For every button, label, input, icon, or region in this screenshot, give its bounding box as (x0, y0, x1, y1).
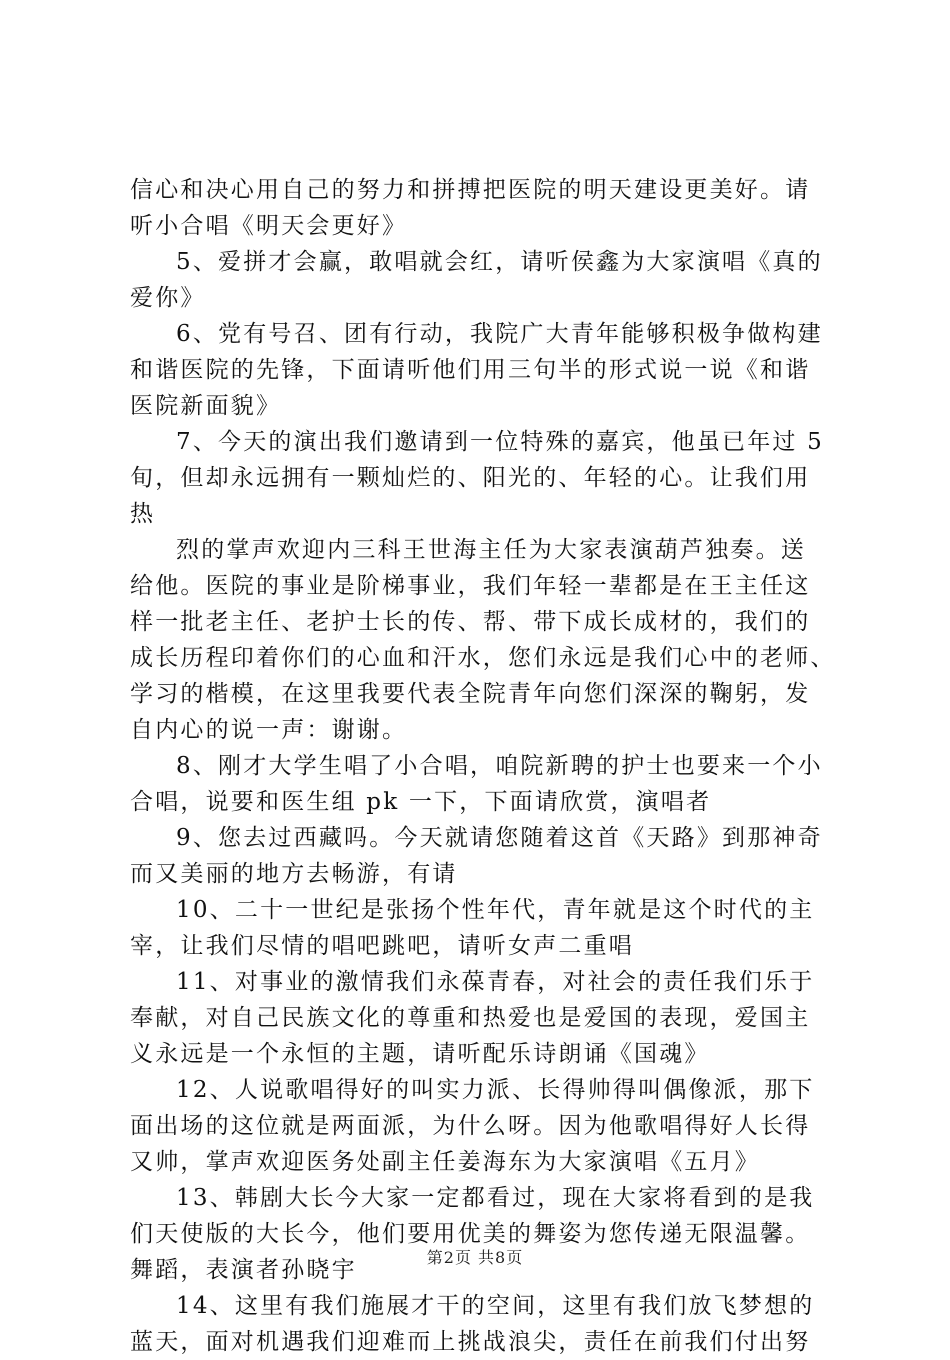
text-line: 和谐医院的先锋，下面请听他们用三句半的形式说一说《和谐 (130, 357, 811, 383)
text-line: 自内心的说一声：谢谢。 (130, 717, 408, 743)
text-line: 14、这里有我们施展才干的空间，这里有我们放飞梦想的 (176, 1293, 815, 1319)
text-line: 12、人说歌唱得好的叫实力派、长得帅得叫偶像派，那下 (176, 1077, 815, 1103)
text-line: 热 (130, 501, 156, 527)
text-line: 旬，但却永远拥有一颗灿烂的、阳光的、年轻的心。让我们用 (130, 465, 811, 491)
text-line: 听小合唱《明天会更好》 (130, 213, 408, 239)
text-line: 样一批老主任、老护士长的传、帮、带下成长成材的，我们的 (130, 609, 811, 635)
text-line: 学习的楷模，在这里我要代表全院青年向您们深深的鞠躬，发 (130, 681, 811, 707)
text-line: 8、刚才大学生唱了小合唱，咱院新聘的护士也要来一个小 (176, 753, 823, 779)
text-line: 给他。医院的事业是阶梯事业，我们年轻一辈都是在王主任这 (130, 573, 811, 599)
text-line: 信心和决心用自己的努力和拼搏把医院的明天建设更美好。请 (130, 177, 811, 203)
text-line: 又帅，掌声欢迎医务处副主任姜海东为大家演唱《五月》 (130, 1149, 760, 1175)
text-line: 舞蹈，表演者孙晓宇 (130, 1257, 357, 1283)
text-line: 5、爱拼才会赢，敢唱就会红，请听侯鑫为大家演唱《真的 (176, 249, 823, 275)
text-line: 奉献，对自己民族文化的尊重和热爱也是爱国的表现，爱国主 (130, 1005, 811, 1031)
document-body (130, 172, 836, 1360)
text-line: 13、韩剧大长今大家一定都看过，现在大家将看到的是我 (176, 1185, 815, 1211)
text-line: 而又美丽的地方去畅游，有请 (130, 861, 458, 887)
text-line: 蓝天，面对机遇我们迎难而上挑战浪尖，责任在前我们付出努 (130, 1329, 811, 1355)
text-line: 成长历程印着你们的心血和汗水，您们永远是我们心中的老师、 (130, 645, 836, 671)
text-line: 6、党有号召、团有行动，我院广大青年能够积极争做构建 (176, 321, 823, 347)
text-line: 9、您去过西藏吗。今天就请您随着这首《天路》到那神奇 (176, 825, 823, 851)
text-line: 烈的掌声欢迎内三科王世海主任为大家表演葫芦独奏。送 (176, 537, 806, 563)
text-line: 义永远是一个永恒的主题，请听配乐诗朗诵《国魂》 (130, 1041, 710, 1067)
text-line: 爱你》 (130, 285, 206, 311)
text-line: 们天使版的大长今，他们要用优美的舞姿为您传递无限温馨。 (130, 1221, 811, 1247)
page-footer: 第2页 共8页 (426, 1248, 524, 1267)
text-line: 7、今天的演出我们邀请到一位特殊的嘉宾，他虽已年过 5 (176, 429, 824, 455)
text-line: 宰，让我们尽情的唱吧跳吧，请听女声二重唱 (130, 933, 634, 959)
text-line: 合唱，说要和医生组 pk 一下，下面请欣赏，演唱者 (130, 789, 712, 815)
text-line: 面出场的这位就是两面派，为什么呀。因为他歌唱得好人长得 (130, 1113, 811, 1139)
text-line: 11、对事业的激情我们永葆青春，对社会的责任我们乐于 (176, 969, 815, 995)
text-line: 10、二十一世纪是张扬个性年代，青年就是这个时代的主 (176, 897, 815, 923)
text-line: 医院新面貌》 (130, 393, 282, 419)
